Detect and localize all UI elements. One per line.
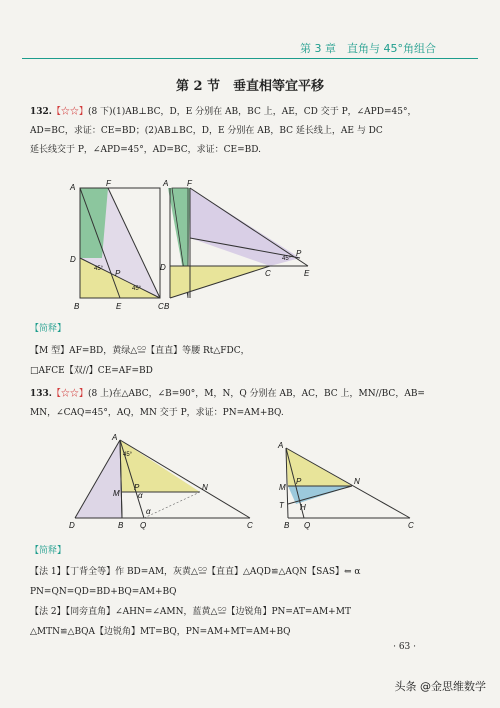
- page-number: · 63 ·: [393, 642, 416, 652]
- svg-text:Q: Q: [140, 521, 147, 530]
- svg-text:45°: 45°: [123, 452, 133, 458]
- svg-text:A: A: [112, 433, 118, 442]
- solution-133-line1: 【法 1】【丁背全等】作 BD=AM，灰黄△≌【直直】△AQD≌△AQN【SAS】⇐ α: [30, 567, 361, 577]
- svg-text:45°: 45°: [132, 286, 142, 292]
- problem-132-line3: 延长线交于 P，∠APD=45°，AD=BC，求证：CE=BD.: [30, 145, 262, 155]
- svg-text:T: T: [279, 501, 284, 510]
- svg-text:C: C: [265, 269, 271, 278]
- problem-number: 132.: [30, 107, 52, 117]
- svg-text:P: P: [296, 477, 302, 486]
- solution-133-line3: 【法 2】【同旁直角】∠AHN=∠AMN，蓝黄△≌【边锐角】PN=AT=AM+MT: [30, 607, 351, 617]
- svg-text:P: P: [296, 249, 302, 258]
- svg-text:C: C: [408, 521, 414, 530]
- svg-text:B: B: [164, 302, 170, 311]
- solution-133-line2: PN=QN=QD=BD+BQ=AM+BQ: [30, 587, 177, 597]
- header-rule: [22, 58, 478, 59]
- solution-132-line1: 【M 型】AF=BD，黄绿△≌【直直】等腰 Rt△FDC，: [30, 346, 250, 356]
- svg-text:F: F: [106, 179, 111, 188]
- svg-text:D: D: [160, 263, 166, 272]
- problem-133-line2: MN，∠CAQ=45°，AQ，MN 交于 P，求证：PN=AM+BQ.: [30, 408, 284, 418]
- svg-text:B: B: [118, 521, 124, 530]
- problem-132-line2: AD=BC，求证：CE=BD；(2)AB⊥BC，D，E 分别在 AB，BC 延长线上，AE 与 DC: [30, 126, 383, 136]
- svg-text:C: C: [247, 521, 253, 530]
- svg-text:A: A: [278, 441, 284, 450]
- svg-text:B: B: [74, 302, 80, 311]
- svg-text:Q: Q: [304, 521, 311, 530]
- figure-133: [60, 430, 430, 540]
- yellow-triangle: [120, 440, 200, 492]
- solution-132-line2: □AFCE【双//】CE=AF=BD: [30, 366, 153, 376]
- section-title: 第 2 节 垂直相等宜平移: [175, 79, 325, 94]
- problem-132-line1: 132.【☆☆】(8 下)(1)AB⊥BC，D，E 分别在 AB，BC 上，AE，CD 交于 P，∠APD=45°，: [30, 107, 417, 117]
- svg-text:H: H: [300, 503, 306, 512]
- svg-text:45°: 45°: [94, 266, 104, 272]
- svg-text:A: A: [163, 179, 169, 188]
- svg-text:P: P: [115, 269, 121, 278]
- svg-text:D: D: [70, 255, 76, 264]
- chapter-header: 第 3 章 直角与 45°角组合: [300, 42, 436, 55]
- solution-132-label: 【简释】: [30, 324, 67, 334]
- problem-133-line1: 133.【☆☆】(8 上)在△ABC，∠B=90°，M，N，Q 分别在 AB，AC，BC 上，MN//BC，AB=: [30, 389, 425, 399]
- solution-133-line4: △MTN≌△BQA【边锐角】MT=BQ，PN=AM+MT=AM+BQ: [30, 627, 291, 637]
- svg-text:C: C: [158, 302, 164, 311]
- svg-text:A: A: [70, 183, 76, 192]
- svg-text:B: B: [284, 521, 290, 530]
- svg-text:E: E: [116, 302, 122, 311]
- svg-text:D: D: [69, 521, 75, 530]
- difficulty-stars: 【☆☆】: [51, 107, 88, 117]
- svg-text:M: M: [113, 489, 120, 498]
- svg-text:M: M: [279, 483, 286, 492]
- svg-text:45°: 45°: [282, 256, 292, 262]
- svg-text:F: F: [187, 179, 192, 188]
- svg-text:α: α: [146, 507, 151, 516]
- solution-133-label: 【简释】: [30, 546, 67, 556]
- lavender-region-2: [190, 188, 300, 266]
- figure-132: [60, 178, 330, 313]
- svg-text:P: P: [134, 483, 140, 492]
- svg-text:α: α: [138, 491, 143, 500]
- svg-text:N: N: [354, 477, 360, 486]
- watermark: 头条 @金思维数学: [394, 680, 486, 693]
- svg-text:E: E: [304, 269, 310, 278]
- svg-text:N: N: [202, 483, 208, 492]
